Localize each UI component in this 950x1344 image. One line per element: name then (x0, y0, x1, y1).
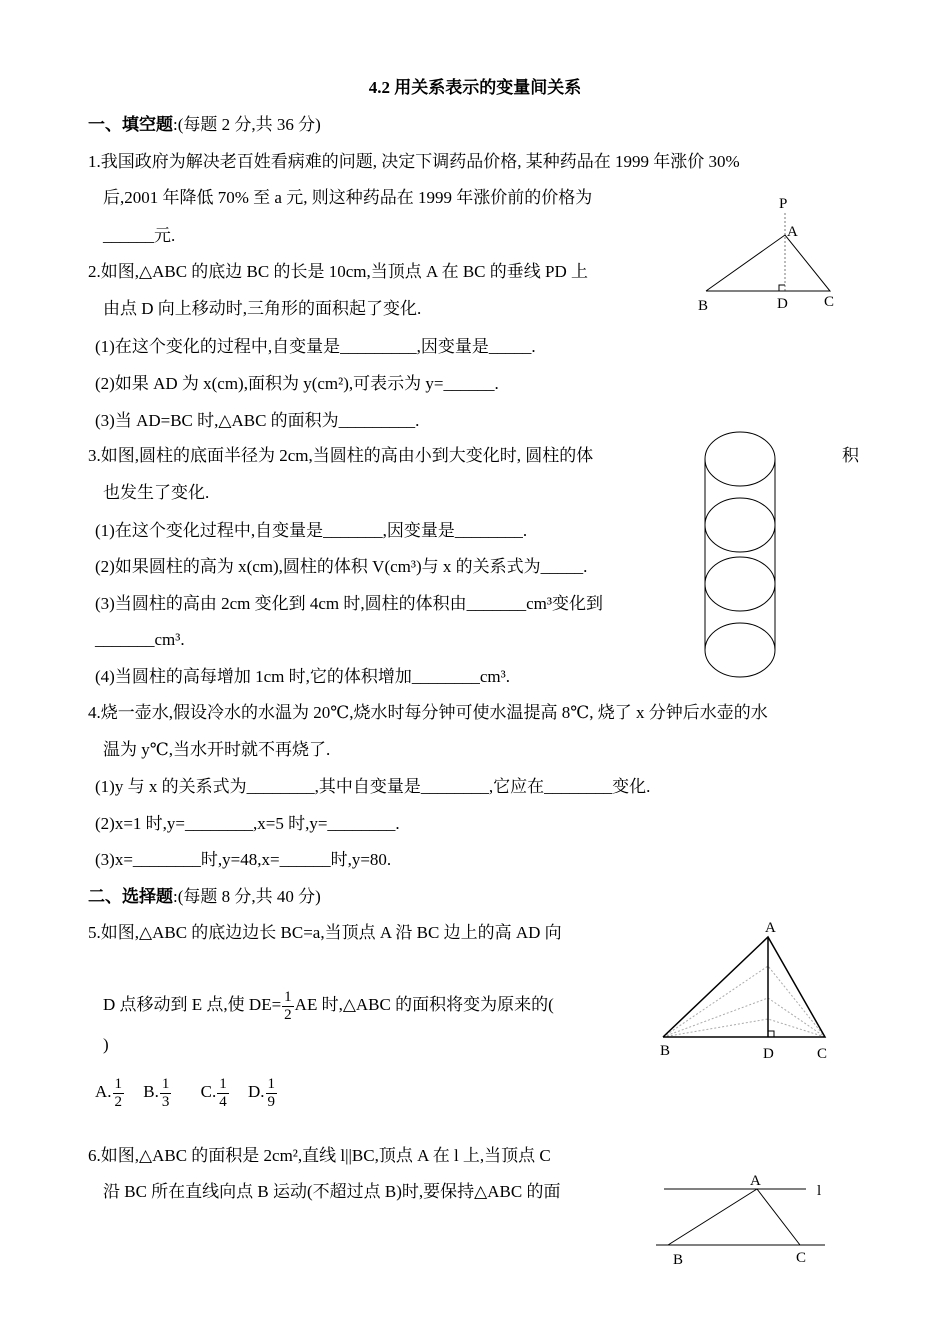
q5-line: D 点移动到 E 点,使 DE= $\frac{1}{2}$ AE 时,△ABC 的面积将变为原来的( (103, 988, 554, 1023)
section2-heading: 二、选择题:(每题 8 分,共 40 分) (88, 887, 321, 906)
svg-text:B: B (660, 1043, 671, 1059)
svg-text:C: C (817, 1046, 828, 1062)
triangle-figure-q5 (660, 920, 827, 1062)
option-b: B. $\frac{1}{3}$ (143, 1075, 170, 1110)
svg-text:A: A (750, 1173, 761, 1189)
q6-line: 6.如图,△ABC 的面积是 2cm²,直线 l||BC,顶点 A 在 l 上,当顶点 C (88, 1146, 551, 1165)
q1-line: ______元. (103, 226, 176, 245)
parallel-line-figure-q6 (656, 1189, 825, 1245)
option-c: C. $\frac{1}{4}$ (200, 1075, 227, 1110)
q5-line: ) (103, 1035, 109, 1054)
q4-line: (3)x=________时,y=48,x=______时,y=80. (95, 850, 392, 869)
svg-text:l: l (817, 1183, 822, 1199)
q2-line: (1)在这个变化的过程中,自变量是_________,因变量是_____. (95, 337, 536, 356)
q3-line: 积 (842, 446, 859, 465)
svg-text:C: C (796, 1250, 807, 1266)
section1-heading: 一、填空题:(每题 2 分,共 36 分) (88, 115, 321, 134)
svg-text:A: A (765, 920, 776, 936)
option-a: A. $\frac{1}{2}$ (95, 1075, 123, 1110)
q3-line: (1)在这个变化过程中,自变量是_______,因变量是________. (95, 521, 528, 540)
q4-line: 温为 y℃,当水开时就不再烧了. (103, 740, 331, 759)
q3-line: (4)当圆柱的高每增加 1cm 时,它的体积增加________cm³. (95, 667, 510, 686)
q2-line: (3)当 AD=BC 时,△ABC 的面积为_________. (95, 411, 420, 430)
cylinder-figure-q3 (705, 432, 775, 677)
fraction: $\frac{1}{2}$ (284, 988, 292, 1023)
q6-line: 沿 BC 所在直线向点 B 运动(不超过点 B)时,要保持△ABC 的面 (103, 1182, 561, 1201)
svg-text:C: C (824, 294, 835, 310)
svg-text:D: D (777, 296, 788, 312)
svg-text:P: P (779, 196, 788, 212)
q4-line: 4.烧一壶水,假设冷水的水温为 20℃,烧水时每分钟可使水温提高 8℃, 烧了 x 分钟后水壶的水 (88, 703, 768, 722)
q3-line: _______cm³. (95, 630, 185, 649)
q4-line: (2)x=1 时,y=________,x=5 时,y=________. (95, 814, 400, 833)
q1-line: 1.我国政府为解决老百姓看病难的问题, 决定下调药品价格, 某种药品在 1999 年涨价 30% (88, 152, 740, 171)
q1-line: 后,2001 年降低 70% 至 a 元, 则这种药品在 1999 年涨价前的价格为 (103, 188, 593, 207)
q3-line: 也发生了变化. (103, 483, 210, 502)
q3-line: (3)当圆柱的高由 2cm 变化到 4cm 时,圆柱的体积由_______cm³变化到 (95, 594, 603, 613)
page-title: 4.2 用关系表示的变量间关系 (368, 78, 582, 97)
q2-line: 由点 D 向上移动时,三角形的面积起了变化. (103, 299, 422, 318)
q4-line: (1)y 与 x 的关系式为________,其中自变量是________,它应在________变化. (95, 777, 651, 796)
svg-text:B: B (673, 1252, 684, 1268)
svg-text:D: D (763, 1046, 774, 1062)
q3-line: 3.如图,圆柱的底面半径为 2cm,当圆柱的高由小到大变化时, 圆柱的体 (88, 446, 594, 465)
q2-line: 2.如图,△ABC 的底边 BC 的长是 10cm,当顶点 A 在 BC 的垂线 PD 上 (88, 262, 588, 281)
q2-line: (2)如果 AD 为 x(cm),面积为 y(cm²),可表示为 y=______. (95, 374, 499, 393)
svg-text:B: B (698, 298, 709, 314)
q5-line: 5.如图,△ABC 的底边边长 BC=a,当顶点 A 沿 BC 边上的高 AD 向 (88, 923, 562, 942)
q3-line: (2)如果圆柱的高为 x(cm),圆柱的体积 V(cm³)与 x 的关系式为_____. (95, 557, 588, 576)
svg-text:A: A (787, 224, 798, 240)
option-d: D. $\frac{1}{9}$ (247, 1075, 275, 1110)
